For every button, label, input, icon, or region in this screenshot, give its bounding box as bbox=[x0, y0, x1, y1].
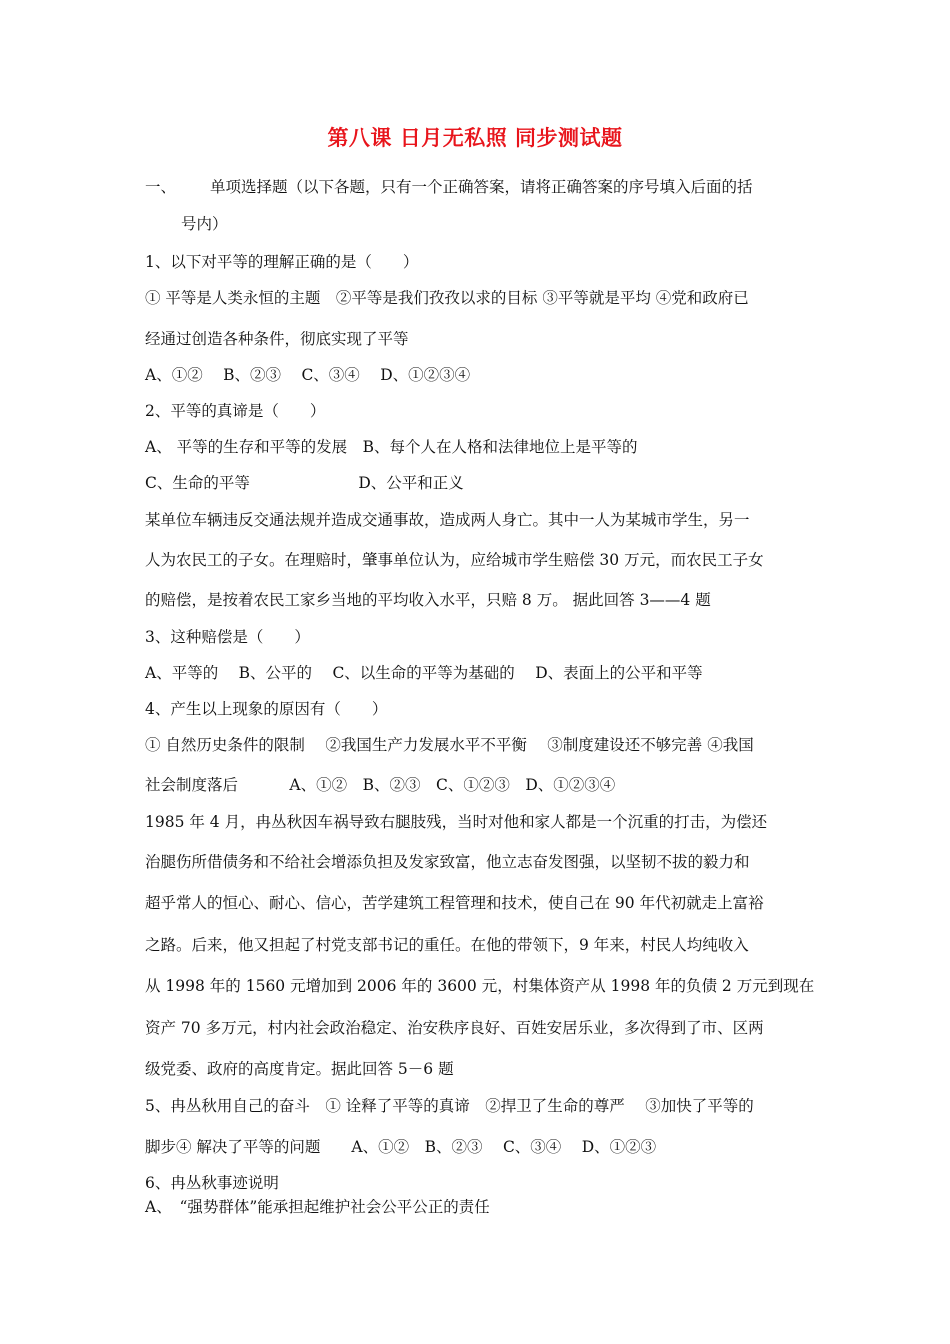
question-6-option-a: A、 “强势群体”能承担起维护社会公平公正的责任 bbox=[145, 1198, 490, 1216]
question-1-options: A、①② B、②③ C、③④ D、①②③④ bbox=[145, 366, 471, 384]
passage-2-line: 资产 70 多万元，村内社会政治稳定、治安秩序良好、百姓安居乐业，多次得到了市、区两 bbox=[145, 1019, 764, 1037]
question-2-options-ab: A、 平等的生存和平等的发展 B、每个人在人格和法律地位上是平等的 bbox=[145, 438, 638, 456]
question-2: 2、平等的真谛是（ ） bbox=[145, 402, 326, 420]
passage-2-line: 1985 年 4 月，冉丛秋因车祸导致右腿肢残，当时对他和家人都是一个沉重的打击，为偿还 bbox=[145, 813, 768, 831]
passage-2-line: 级党委、政府的高度肯定。据此回答 5－6 题 bbox=[145, 1060, 454, 1078]
passage-1-line: 的赔偿，是按着农民工家乡当地的平均收入水平，只赔 8 万。 据此回答 3——4 题 bbox=[145, 591, 711, 609]
question-4-statements: ① 自然历史条件的限制 ②我国生产力发展水平不平衡 ③制度建设还不够完善 ④我国 bbox=[145, 736, 754, 754]
section-heading-line-2: 号内） bbox=[181, 215, 228, 233]
passage-2-line: 治腿伤所借债务和不给社会增添负担及发家致富，他立志奋发图强，以坚韧不拔的毅力和 bbox=[145, 853, 750, 871]
question-3: 3、这种赔偿是（ ） bbox=[145, 628, 310, 646]
passage-1-line: 某单位车辆违反交通法规并造成交通事故，造成两人身亡。其中一人为某城市学生，另一 bbox=[145, 511, 750, 529]
question-6: 6、冉丛秋事迹说明 bbox=[145, 1174, 279, 1192]
passage-2-line: 从 1998 年的 1560 元增加到 2006 年的 3600 元，村集体资产从 1998 年的负债 2 万元到现在 bbox=[145, 977, 815, 995]
question-2-options-cd: C、生命的平等 D、公平和正义 bbox=[145, 474, 464, 492]
section-heading-line-1: 单项选择题（以下各题，只有一个正确答案，请将正确答案的序号填入后面的括 bbox=[210, 178, 753, 196]
passage-2-line: 超乎常人的恒心、耐心、信心，苦学建筑工程管理和技术，使自己在 90 年代初就走上富裕 bbox=[145, 894, 764, 912]
question-4-options: 社会制度落后 A、①② B、②③ C、①②③ D、①②③④ bbox=[145, 776, 616, 794]
question-5-options: 脚步④ 解决了平等的问题 A、①② B、②③ C、③④ D、①②③ bbox=[145, 1138, 657, 1156]
page-title: 第八课 日月无私照 同步测试题 bbox=[327, 126, 623, 150]
question-1-statements: ① 平等是人类永恒的主题 ②平等是我们孜孜以求的目标 ③平等就是平均 ④党和政府已 bbox=[145, 289, 749, 307]
question-5: 5、冉丛秋用自己的奋斗 ① 诠释了平等的真谛 ②捍卫了生命的尊严 ③加快了平等的 bbox=[145, 1097, 754, 1115]
section-number: 一、 bbox=[145, 178, 177, 196]
passage-2-line: 之路。后来，他又担起了村党支部书记的重任。在他的带领下，9 年来，村民人均纯收入 bbox=[145, 936, 749, 954]
passage-1-line: 人为农民工的子女。在理赔时，肇事单位认为，应给城市学生赔偿 30 万元，而农民工子女 bbox=[145, 551, 764, 569]
question-1-statements-cont: 经通过创造各种条件，彻底实现了平等 bbox=[145, 330, 409, 348]
question-4: 4、产生以上现象的原因有（ ） bbox=[145, 700, 388, 718]
question-1: 1、以下对平等的理解正确的是（ ） bbox=[145, 253, 419, 271]
question-3-options: A、平等的 B、公平的 C、以生命的平等为基础的 D、表面上的公平和平等 bbox=[145, 664, 703, 682]
